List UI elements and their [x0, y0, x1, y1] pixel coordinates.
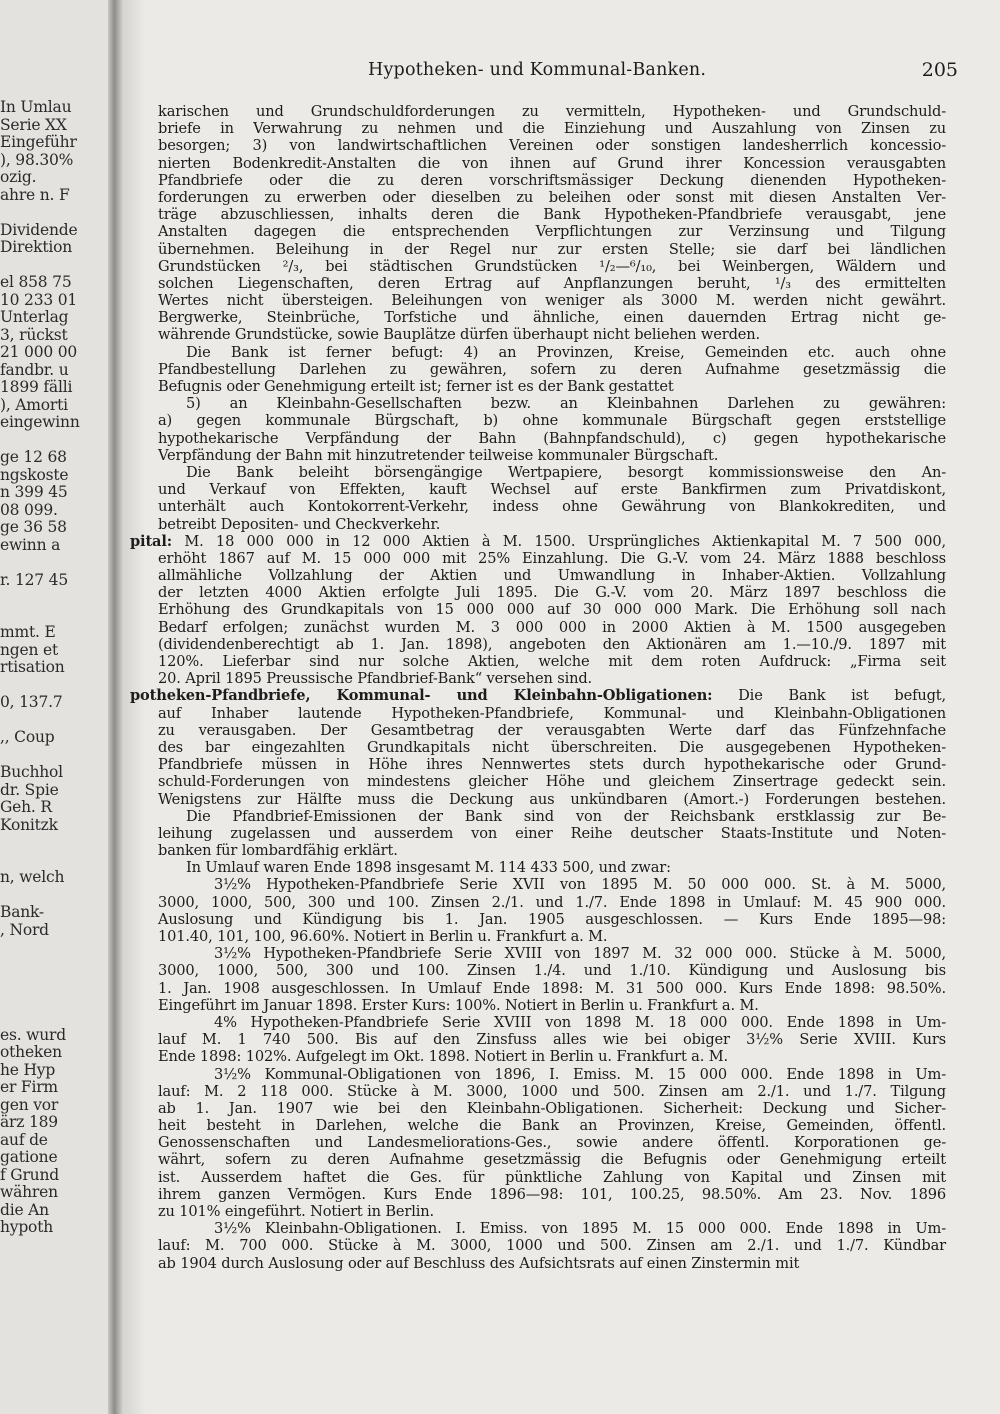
facing-page-line: el 858 75 — [0, 273, 72, 291]
text-line: solchen Liegenschaften, deren Ertrag auf Anpflanzungen beruht, ¹/₃ des ermittelten — [158, 274, 946, 292]
text-line: 20. April 1895 Preussische Pfandbrief-Bank“ versehen sind. — [158, 670, 593, 688]
text-line: 3½% Kleinbahn-Obligationen. I. Emiss. von 1895 M. 15 000 000. Ende 1898 in Um- — [214, 1220, 946, 1238]
text-line: Grundstücken ²/₃, bei städtischen Grundstücken ¹/₂—⁶/₁₀, bei Weinbergen, Wäldern und — [158, 257, 946, 275]
text-line: unterhält auch Kontokorrent-Verkehr, indess ohne Gewährung von Blankokrediten, und — [158, 498, 946, 516]
text-line: auf Inhaber lautende Hypotheken-Pfandbriefe, Kommunal- und Kleinbahn-Obligationen — [158, 704, 946, 722]
text-line: Verpfändung der Bahn mit hinzutretender teilweise kommunaler Bürgschaft. — [158, 446, 719, 464]
text-line: zu 101% eingeführt. Notiert in Berlin. — [158, 1203, 435, 1220]
text-line: 101.40, 101, 100, 96.60%. Notiert in Berlin u. Frankfurt a. M. — [158, 928, 608, 945]
text-line: 3½% Hypotheken-Pfandbriefe Serie XVIII von 1897 M. 32 000 000. Stücke à M. 5000, — [214, 945, 946, 963]
text-line: Pfandbestellung Darlehen zu gewähren, sofern zu deren Aufnahme gesetzmässig die — [158, 360, 946, 378]
text-line: banken für lombardfähig erklärt. — [158, 842, 398, 860]
text-line: Anstalten dagegen die entsprechenden Verpflichtungen zur Verzinsung und Tilgung — [158, 223, 946, 241]
facing-page-line: n, welch — [0, 868, 65, 886]
text-line: und Verkauf von Effekten, kauft Wechsel auf erste Bankfirmen zum Privatdiskont, — [158, 481, 946, 499]
text-line: Die Bank ist ferner befugt: 4) an Provinzen, Kreise, Gemeinden etc. auch ohne — [186, 343, 946, 361]
facing-page-line: 1899 fälli — [0, 378, 73, 396]
text-line: (dividendenberechtigt ab 1. Jan. 1898), angeboten den Aktionären am 1.—10./9. 1897 mit — [158, 635, 946, 653]
facing-page-line: ngen et — [0, 640, 58, 659]
text-line: lauf M. 1 740 500. Bis auf den Zinsfuss alles wie bei obiger 3½% Serie XVIII. Kurs — [158, 1031, 946, 1049]
text-line: pital: M. 18 000 000 in 12 000 Aktien à M. 1500. Ursprüngliches Aktienkapital M. 7 500 000, — [130, 532, 946, 550]
text-line: leihung zugelassen und ausserdem von einer Reihe deutscher Staats-Institute und Noten- — [158, 824, 946, 842]
facing-page-line: otheken — [0, 1043, 62, 1061]
text-line: Eingeführt im Januar 1898. Erster Kurs: 100%. Notiert in Berlin u. Frankfurt a. M. — [158, 996, 759, 1014]
text-line: Die Bank beleiht börsengängige Wertpapiere, besorgt kommissionsweise den An- — [186, 463, 946, 481]
section-heading: pital: — [130, 532, 172, 550]
text-line: forderungen zu erwerben oder dieselben zu beleihen oder sonst mit diesen Anstalten Ver- — [158, 188, 946, 206]
text-line: nierten Bodenkredit-Anstalten die von ihnen auf Grund ihrer Koncession verausgabten — [158, 154, 946, 172]
facing-page-line: 21 000 00 — [0, 343, 78, 361]
facing-page-line: 10 233 01 — [0, 290, 78, 309]
text-line: Bedarf erfolgen; zunächst wurden M. 3 000 000 in 2000 Aktien à M. 1500 ausgegeben — [158, 618, 946, 636]
facing-page-line: eingewinn — [0, 413, 80, 431]
text-line: ihrem ganzen Vermögen. Kurs Ende 1896—98: 101, 100.25, 98.50%. Am 23. Nov. 1896 — [158, 1185, 946, 1203]
page-number: 205 — [921, 59, 958, 81]
facing-page-line: dr. Spie — [0, 780, 59, 799]
facing-page-line: auf de — [0, 1130, 48, 1149]
text-line: Befugnis oder Genehmigung erteilt ist; ferner ist es der Bank gestattet — [158, 378, 674, 395]
facing-page-line: ), 98.30% — [0, 150, 74, 169]
facing-page-line: es. wurd — [0, 1025, 66, 1044]
facing-page-line: ), Amorti — [0, 395, 68, 414]
text-line: Ende 1898: 102%. Aufgelegt im Okt. 1898. Notiert in Berlin u. Frankfurt a. M. — [158, 1048, 728, 1066]
facing-page-line: Unterlag — [0, 308, 69, 326]
facing-page-line: he Hyp — [0, 1060, 56, 1079]
text-line: Genossenschaften und Landesmeliorations-Ges., sowie andere öffentl. Korporationen ge- — [158, 1134, 946, 1152]
facing-page-line: ge 36 58 — [0, 518, 67, 536]
facing-page-line: 0, 137.7 — [0, 693, 63, 711]
text-line: ist. Ausserdem haftet die Ges. für pünktliche Zahlung von Kapital und Zinsen mit — [158, 1168, 946, 1186]
text-line: schuld-Forderungen von mindestens gleicher Höhe und gleichem Zinsertrage gedeckt sein. — [158, 773, 946, 791]
text-line: Bergwerke, Steinbrüche, Torfstiche und ähnliche, einen dauernden Ertrag nicht ge- — [158, 309, 946, 327]
text-line: ab 1904 durch Auslosung oder auf Beschluss des Aufsichtsrats auf einen Zinstermin mit — [158, 1254, 800, 1272]
facing-page-line: r. 127 45 — [0, 570, 68, 589]
facing-page-line: ozig. — [0, 168, 37, 186]
facing-page-line: n 399 45 — [0, 483, 68, 501]
facing-page-line: Dividende — [0, 220, 78, 239]
text-line: 120%. Lieferbar sind nur solche Aktien, welche mit dem roten Aufdruck: „Firma seit — [158, 653, 946, 670]
text-line: betreibt Depositen- und Checkverkehr. — [158, 515, 441, 533]
body-text — [130, 103, 946, 1272]
text-line: lauf: M. 2 118 000. Stücke à M. 3000, 1000 und 500. Zinsen am 2./1. und 1./7. Tilgung — [158, 1082, 946, 1100]
text-line: karischen und Grundschuldforderungen zu vermitteln, Hypotheken- und Grundschuld- — [158, 103, 946, 120]
facing-page-line: Direktion — [0, 238, 73, 256]
text-line: währende Grundstücke, sowie Bauplätze dürfen überhaupt nicht beliehen werden. — [158, 326, 760, 344]
text-line: In Umlauf waren Ende 1898 insgesamt M. 114 433 500, und zwar: — [186, 859, 671, 877]
facing-page-line: er Firm — [0, 1078, 58, 1096]
text-line: 3000, 1000, 500, 300 und 100. Zinsen 1./4. und 1./10. Kündigung und Auslosung bis — [158, 962, 946, 980]
facing-page-line: , Nord — [0, 920, 49, 939]
text-line: hypothekarische Verpfändung der Bahn (Bahnpfandschuld), c) gegen hypothekarische — [158, 429, 946, 447]
text-line: ab 1. Jan. 1907 wie bei den Kleinbahn-Obligationen. Sicherheit: Deckung und Sicher- — [158, 1099, 946, 1117]
text-line: Pfandbriefe müssen in Höhe ihres Nennwertes stets durch hypothekarische oder Grund- — [158, 756, 946, 774]
facing-page-line: gatione — [0, 1148, 58, 1166]
facing-page-line: ewinn a — [0, 535, 61, 554]
facing-page-line: fandbr. u — [0, 360, 69, 379]
text-line: 3000, 1000, 500, 300 und 100. Zinsen 2./1. und 1./7. Ende 1898 in Umlauf: M. 45 900 000. — [158, 893, 946, 911]
facing-page-line: die An — [0, 1200, 49, 1219]
gutter-shadow — [124, 0, 146, 1414]
text-line: besorgen; 3) von landwirtschaftlichen Vereinen oder sonstigen landesherrlich koncessio- — [158, 137, 946, 155]
book-gutter — [108, 0, 124, 1414]
text-line: allmähliche Vollzahlung der Aktien und Umwandlung in Inhaber-Aktien. Vollzahlung — [158, 567, 946, 585]
section-heading: potheken-Pfandbriefe, Kommunal- und Kleinbahn-Obligationen: — [130, 687, 713, 705]
text-line: 3½% Hypotheken-Pfandbriefe Serie XVII von 1895 M. 50 000 000. St. à M. 5000, — [214, 876, 946, 894]
facing-page-line: Geh. R — [0, 798, 52, 816]
running-header — [158, 60, 958, 86]
facing-page-line: ge 12 68 — [0, 448, 67, 466]
facing-page-line: hypoth — [0, 1218, 54, 1236]
facing-page-line: ahre n. F — [0, 185, 70, 204]
text-line: zu verausgaben. Der Gesamtbetrag der verausgabten Werte darf das Fünfzehnfache — [158, 721, 946, 739]
text-line: erhöht 1867 auf M. 15 000 000 mit 25% Einzahlung. Die G.-V. vom 24. März 1888 beschloss — [158, 549, 946, 567]
facing-page-line: In Umlau — [0, 98, 72, 116]
facing-page-line: Serie XX — [0, 115, 67, 134]
facing-page-line: ngskoste — [0, 465, 69, 484]
text-line: 5) an Kleinbahn-Gesellschaften bezw. an Kleinbahnen Darlehen zu gewähren: — [186, 395, 946, 413]
text-line: währt, sofern zu deren Aufnahme gesetzmässig die Befugnis oder Genehmigung erteilt — [158, 1151, 946, 1169]
facing-page-line: 08 099. — [0, 500, 58, 519]
text-line: Die Pfandbrief-Emissionen der Bank sind von der Reichsbank erstklassig zur Be- — [186, 807, 946, 825]
facing-page-line: Konitzk — [0, 815, 58, 834]
facing-page-line: f Grund — [0, 1165, 59, 1184]
text-line: der letzten 4000 Aktien erfolgte Juli 1895. Die G.-V. vom 20. März 1897 beschloss die — [158, 584, 946, 602]
facing-page-line: ,, Coup — [0, 728, 55, 746]
text-line: a) gegen kommunale Bürgschaft, b) ohne kommunale Bürgschaft gegen erststellige — [158, 412, 946, 430]
facing-page-line: gen vor — [0, 1095, 59, 1114]
text-line: Wenigstens zur Hälfte muss die Deckung aus unkündbaren (Amort.-) Forderungen bestehen. — [158, 790, 946, 808]
facing-page-line: Bank- — [0, 903, 44, 921]
facing-page-line: mmt. E — [0, 623, 56, 641]
text-line: potheken-Pfandbriefe, Kommunal- und Kleinbahn-Obligationen: Die Bank ist befugt, — [130, 687, 946, 705]
header-title: Hypotheken- und Kommunal-Banken. — [368, 60, 707, 80]
text-line: Erhöhung des Grundkapitals von 15 000 000 auf 30 000 000 Mark. Die Erhöhung soll nach — [158, 601, 946, 619]
text-line: Pfandbriefe oder die zu deren vorschriftsmässiger Deckung dienenden Hypotheken- — [158, 171, 946, 189]
text-line: Auslosung und Kündigung bis 1. Jan. 1905 ausgeschlossen. — Kurs Ende 1895—98: — [158, 910, 946, 928]
text-line: 4% Hypotheken-Pfandbriefe Serie XVIII von 1898 M. 18 000 000. Ende 1898 in Um- — [214, 1013, 946, 1031]
text-line: träge abzuschliessen, inhalts deren die Bank Hypotheken-Pfandbriefe verausgabt, jene — [158, 206, 946, 224]
facing-page-line: rtisation — [0, 658, 65, 676]
text-line: Wertes nicht übersteigen. Beleihungen von weniger als 3000 M. werden nicht gewährt. — [158, 292, 946, 310]
text-line: des bar eingezahlten Grundkapitals nicht überschreiten. Die ausgegebenen Hypotheken- — [158, 738, 946, 756]
text-line: 1. Jan. 1908 ausgeschlossen. In Umlauf Ende 1898: M. 31 500 000. Kurs Ende 1898: 98.50%. — [158, 979, 946, 997]
text-line: lauf: M. 700 000. Stücke à M. 3000, 1000 und 500. Zinsen am 2./1. und 1./7. Kündbar — [158, 1237, 946, 1255]
text-line: übernehmen. Beleihung in der Regel nur zur ersten Stelle; sie darf bei ländlichen — [158, 240, 946, 258]
facing-page-line: Eingeführ — [0, 133, 77, 151]
facing-page-line: 3, rückst — [0, 325, 68, 344]
facing-page-fragment — [0, 0, 112, 1414]
facing-page-line: ärz 189 — [0, 1113, 58, 1131]
text-line: heit besteht in Darlehen, welche die Bank an Provinzen, Kreise, Gemeinden, öffentl. — [158, 1117, 946, 1135]
text-line: 3½% Kommunal-Obligationen von 1896, I. Emiss. M. 15 000 000. Ende 1898 in Um- — [214, 1065, 946, 1083]
facing-page-line: Buchhol — [0, 763, 63, 781]
text-line: briefe in Verwahrung zu nehmen und die Einziehung und Auszahlung von Zinsen zu — [158, 120, 946, 138]
facing-page-line: währen — [0, 1183, 58, 1201]
